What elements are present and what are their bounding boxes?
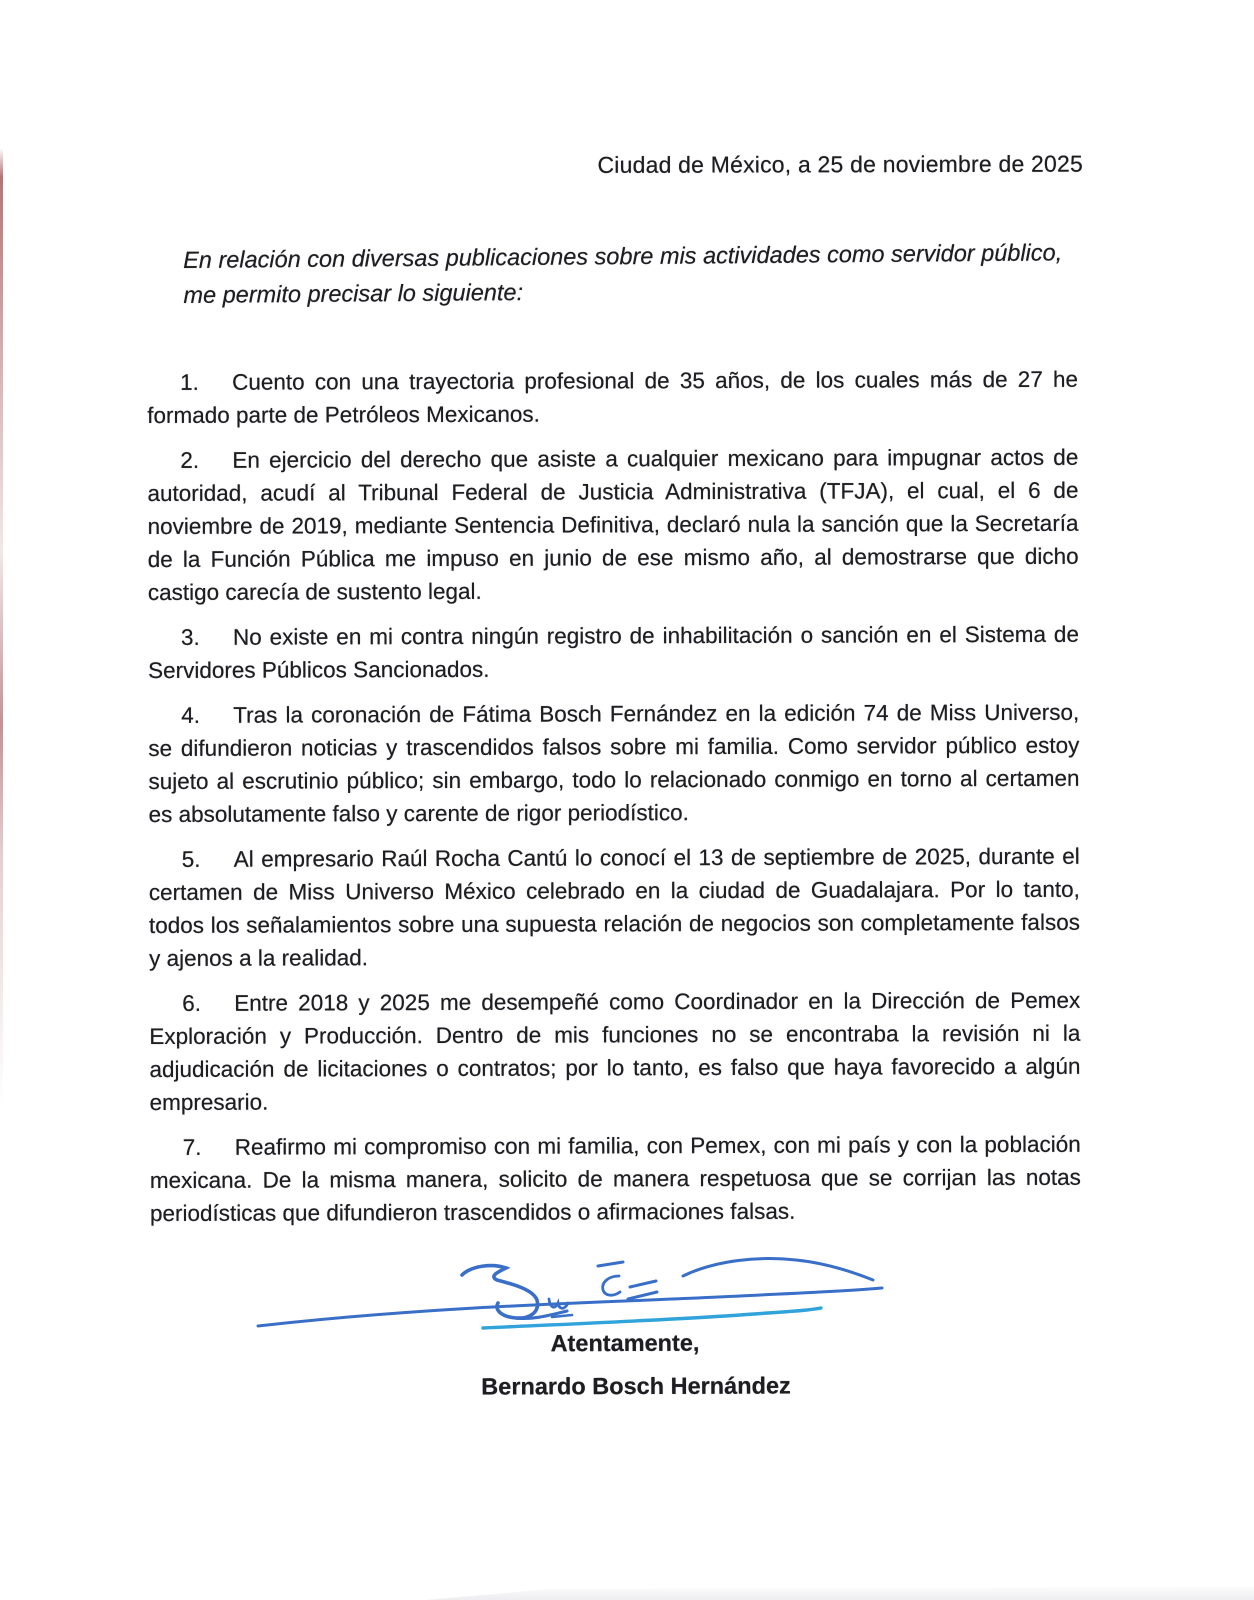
numbered-point xyxy=(150,1128,1081,1230)
point-number: 3. xyxy=(180,624,200,650)
point-text: Reafirmo mi compromiso con mi familia, con Pemex, con mi país y con la población mexicana. De la misma manera, solicito de manera respetuosa que se corrijan las notas periodísticas que difundieron trascendidos o afirmaciones falsas. xyxy=(149,1131,1081,1226)
point-text: En ejercicio del derecho que asiste a cualquier mexicano para impugnar actos de autoridad, acudí al Tribunal Federal de Justicia Administrativa (TFJA), el cual, el 6 de noviembre de 2019, mediante Sentencia Definitiva, declaró nula la sanción que la Secretaría de la Función Pública me impuso en junio de ese mismo año, al demostrarse que dicho castigo carecía de sustento legal. xyxy=(147,444,1079,605)
point-text: Tras la coronación de Fátima Bosch Fernández en la edición 74 de Miss Universo, se difundieron noticias y trascendidos falsos sobre mi familia. Como servidor público estoy sujeto al escrutinio público; sin embargo, todo lo relacionado conmigo en torno al certamen es absolutamente falso y carente de rigor periodístico. xyxy=(148,699,1080,827)
scan-bottom-shadow xyxy=(0,1584,1254,1600)
numbered-point xyxy=(148,618,1079,687)
point-text: Al empresario Raúl Rocha Cantú lo conocí el 13 de septiembre de 2025, durante el certamen de Miss Universo México celebrado en la ciudad de Guadalajara. Por lo tanto, todos los señalamientos sobre una supuesta relación de negocios son completamente falsos y ajenos a la realidad. xyxy=(148,843,1080,971)
point-text: Entre 2018 y 2025 me desempeñé como Coordinador en la Dirección de Pemex Exploración y Producción. Dentro de mis funciones no se encontraba la revisión ni la adjudicación de licitaciones o contratos; por lo tanto, es falso que haya favorecido a algún empresario. xyxy=(149,987,1081,1115)
signatory-name: Bernardo Bosch Hernández xyxy=(481,1372,791,1400)
point-number: 2. xyxy=(180,447,200,473)
point-text: Cuento con una trayectoria profesional de 35 años, de los cuales más de 27 he formado parte de Petróleos Mexicanos. xyxy=(147,366,1079,428)
scan-edge-artifact xyxy=(0,148,3,1108)
numbered-point xyxy=(148,696,1079,831)
letter-body xyxy=(147,363,1081,1242)
point-number: 7. xyxy=(182,1134,202,1160)
point-number: 1. xyxy=(180,369,199,395)
closing-salutation: Atentamente, xyxy=(550,1329,700,1357)
point-number: 4. xyxy=(181,702,201,728)
numbered-point xyxy=(147,441,1079,609)
numbered-point xyxy=(149,984,1080,1119)
point-number: 6. xyxy=(182,990,202,1016)
handwritten-signature xyxy=(240,1230,890,1340)
numbered-point xyxy=(149,840,1080,975)
numbered-point xyxy=(147,363,1078,432)
date-line: Ciudad de México, a 25 de noviembre de 2025 xyxy=(597,150,1084,178)
point-text: No existe en mi contra ningún registro de inhabilitación o sanción en el Sistema de Servidores Públicos Sancionados. xyxy=(148,621,1079,683)
point-number: 5. xyxy=(181,846,201,872)
intro-paragraph: En relación con diversas publicaciones sobre mis actividades como servidor público, me permito precisar lo siguiente: xyxy=(183,239,1063,308)
